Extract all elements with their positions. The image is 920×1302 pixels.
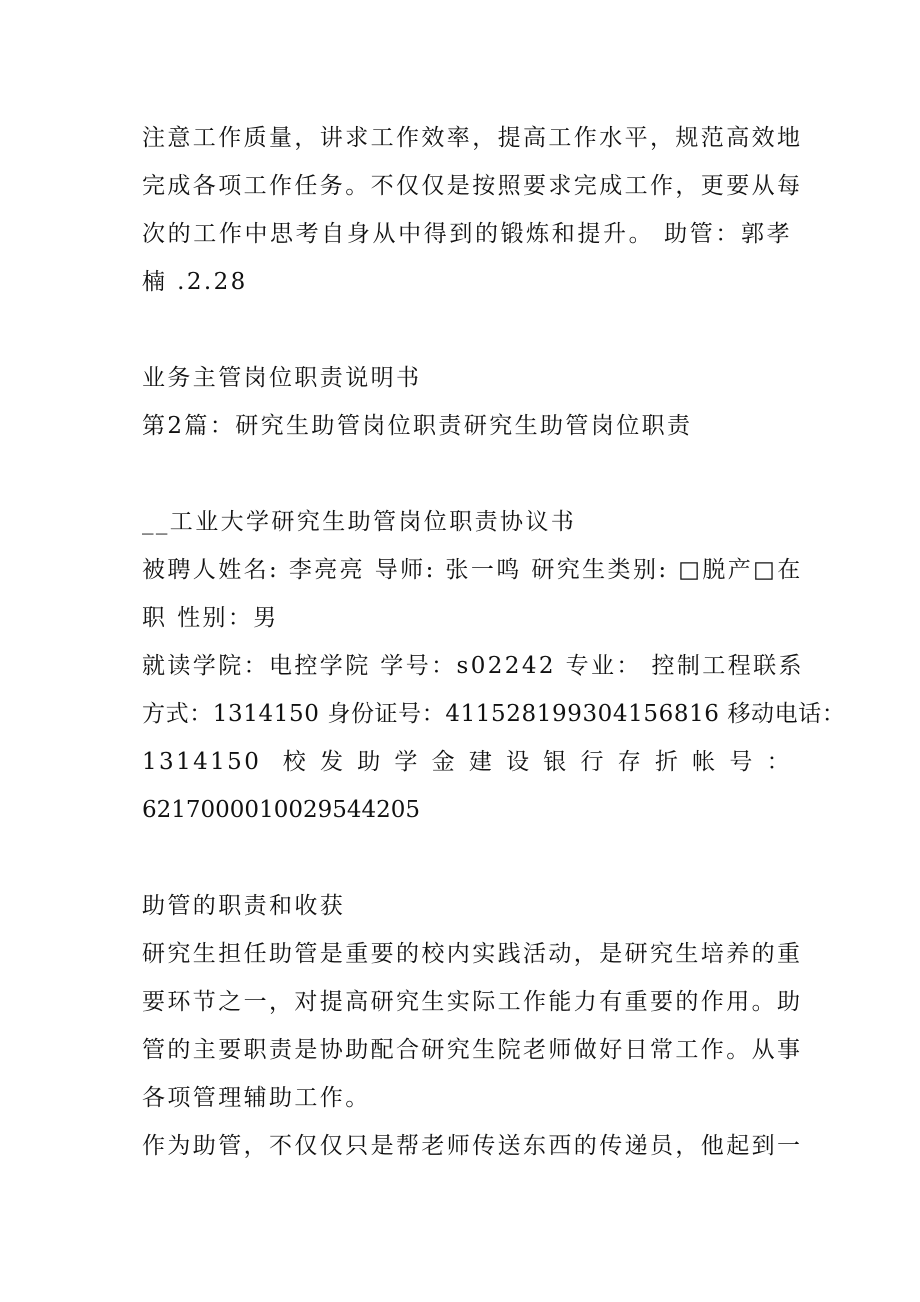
paragraph-line: 完成各项工作任务。不仅仅是按照要求完成工作，更要从每 [142,173,803,199]
paragraph-line: 管的主要职责是协助配合研究生院老师做好日常工作。从事 [142,1037,803,1063]
form-line: 方式：1314150 身份证号：411528199304156816 移动电话： [142,701,846,727]
form-line: 职 性别：男 [142,605,279,631]
paragraph-line: 研究生担任助管是重要的校内实践活动，是研究生培养的重 [142,941,803,967]
section-heading: 第2篇：研究生助管岗位职责研究生助管岗位职责 [142,413,693,439]
section-heading: 业务主管岗位职责说明书 [142,365,422,391]
form-line: 1314150 校发助学金建设银行存折帐号： [142,749,792,775]
paragraph-line: 次的工作中思考自身从中得到的锻炼和提升。 助管：郭孝 [142,221,792,247]
section-heading: 助管的职责和收获 [142,893,346,919]
document-title: __工业大学研究生助管岗位职责协议书 [142,509,577,535]
paragraph-line: 要环节之一，对提高研究生实际工作能力有重要的作用。助 [142,989,803,1015]
form-line: 就读学院：电控学院 学号：s02242 专业： 控制工程联系 [142,653,804,679]
form-line: 被聘人姓名: 李亮亮 导师: 张一鸣 研究生类别: □脱产□在 [142,557,803,583]
paragraph-line: 作为助管，不仅仅只是帮老师传送东西的传递员，他起到一 [142,1133,803,1159]
paragraph-line: 各项管理辅助工作。 [142,1085,371,1111]
paragraph-line: 注意工作质量，讲求工作效率，提高工作水平，规范高效地 [142,125,803,151]
account-number: 6217000010029544205 [142,797,421,823]
signature-date-line: 楠 .2.28 [142,269,248,295]
